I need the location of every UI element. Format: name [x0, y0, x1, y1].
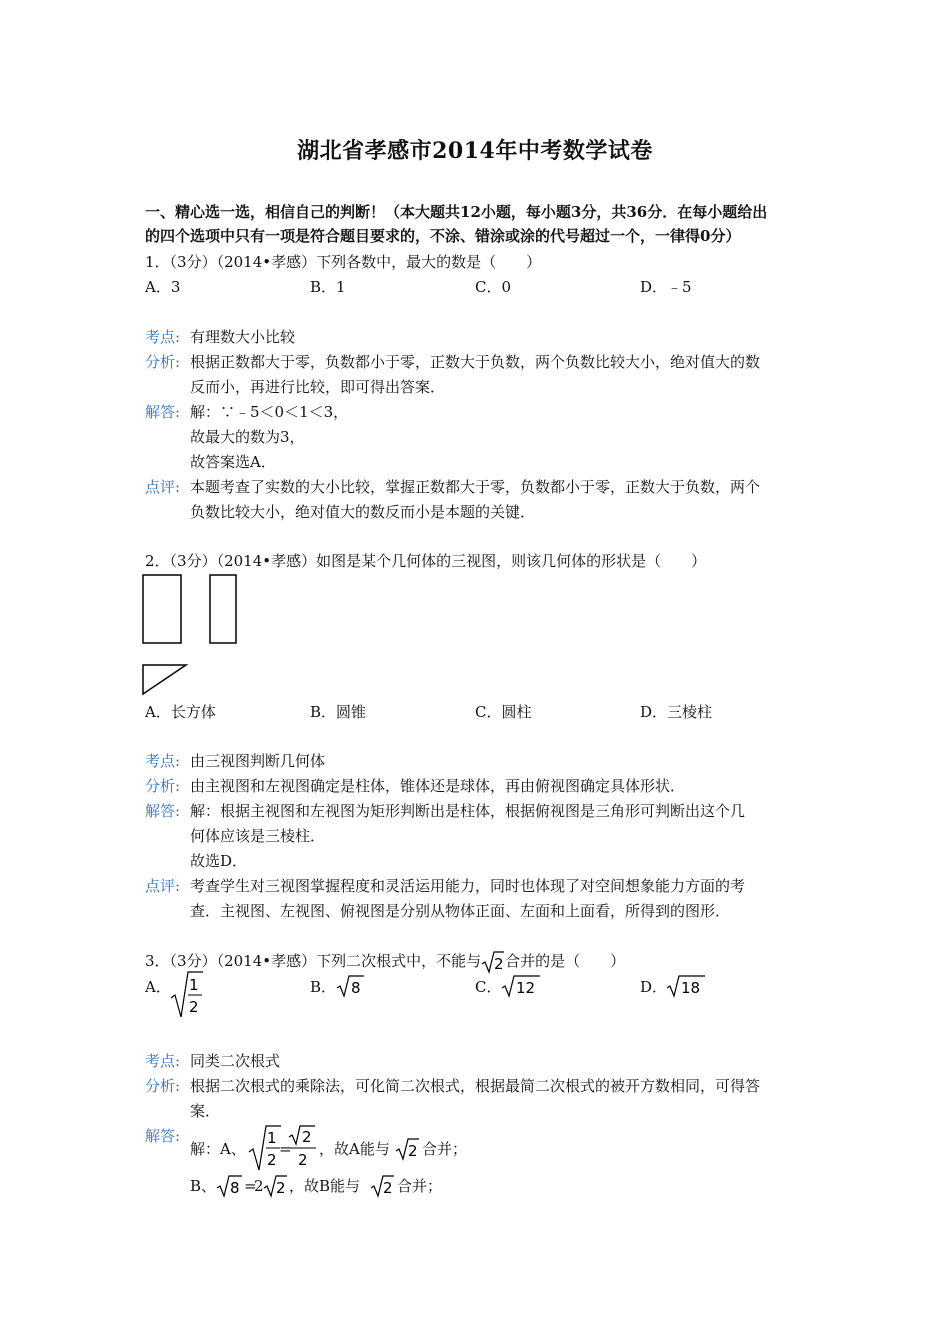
svg-text:2: 2 [276, 1179, 286, 1197]
svg-text:2: 2 [494, 955, 504, 973]
q3-stem-before: 3．（3分）（2014•孝感）下列二次根式中，不能与 [145, 952, 482, 970]
svg-text:1: 1 [189, 976, 199, 994]
q1-fenxi-label: 分析: [145, 353, 181, 371]
q2-stem: 2．（3分）（2014•孝感）如图是某个几何体的三视图，则该几何体的形状是（ ） [145, 552, 707, 570]
q2-kaodian: 由三视图判断几何体 [190, 752, 326, 770]
svg-text:1: 1 [267, 1129, 277, 1147]
svg-text:12: 12 [516, 979, 536, 997]
q1-jieda-line2: 故最大的数为3， [190, 428, 305, 446]
q1-kaodian: 有理数大小比较 [190, 328, 296, 346]
q3-jieda-a-suffix: ，故A能与 [319, 1140, 390, 1158]
q1-dianping-line2: 负数比较大小，绝对值大的数反而小是本题的关键． [190, 503, 536, 521]
svg-text:2: 2 [189, 998, 199, 1016]
jieda-b-sqrt-8 [216, 1174, 244, 1198]
q3-jieda-line-a [190, 1124, 810, 1174]
q2-fenxi-label: 分析: [145, 777, 181, 795]
q2-dianping-line2: 查．主视图、左视图、俯视图是分别从物体正面、左面和上面看，所得到的图形． [190, 902, 731, 920]
q3-stem-after: 合并的是（ ） [505, 952, 626, 970]
svg-text:2: 2 [298, 1151, 308, 1169]
q2-jieda-line3: 故选D． [190, 852, 248, 870]
jieda-a-sqrt2-over-2 [288, 1124, 318, 1172]
q1-option-b: B．1 [310, 278, 346, 296]
q3-option-a-sqrt-half [170, 970, 204, 1020]
q3-jieda-a-prefix: 解：A、 [190, 1140, 246, 1158]
q3-option-b-sqrt-8 [336, 974, 366, 998]
jieda-b-sqrt-2 [263, 1174, 289, 1198]
q1-option-c: C．0 [475, 278, 512, 296]
q3-fenxi-line1: 根据二次根式的乘除法，可化简二次根式，根据最简二次根式的被开方数相同，可得答 [190, 1077, 761, 1095]
q2-jieda-label: 解答: [145, 802, 181, 820]
q1-fenxi-line1: 根据正数都大于零，负数都小于零，正数大于负数，两个负数比较大小，绝对值大的数 [190, 353, 761, 371]
q3-jieda-a-end: 合并； [422, 1140, 468, 1158]
q3-option-d-sqrt-18 [666, 974, 706, 998]
q2-option-b: B．圆锥 [310, 703, 367, 721]
svg-text:8: 8 [230, 1179, 240, 1197]
q2-dianping-label: 点评: [145, 877, 181, 895]
q2-option-a: A．长方体 [145, 703, 216, 721]
front-view-rect [143, 575, 181, 643]
q2-option-c: C．圆柱 [475, 703, 532, 721]
jieda-a-sqrt-2 [395, 1137, 421, 1161]
three-view-figure [140, 572, 250, 702]
svg-text:2: 2 [408, 1142, 418, 1160]
svg-text:2: 2 [267, 1151, 277, 1169]
sqrt-2-stem [481, 950, 505, 974]
q3-jieda-label: 解答: [145, 1127, 181, 1145]
q3-option-d-label: D． [640, 978, 668, 996]
q1-dianping-label: 点评: [145, 478, 181, 496]
jieda-b-sqrt-2-second [370, 1174, 396, 1198]
q2-jieda-line2: 何体应该是三棱柱． [190, 827, 326, 845]
q3-jieda-b-end: 合并； [397, 1177, 443, 1195]
q3-jieda-line-b [190, 1174, 810, 1200]
top-view-triangle [143, 665, 186, 694]
q2-jieda-line1: 解：根据主视图和左视图为矩形判断出是柱体，根据俯视图是三角形可判断出这个几 [190, 802, 746, 820]
q2-dianping-line1: 考查学生对三视图掌握程度和灵活运用能力，同时也体现了对空间想象能力方面的考 [190, 877, 746, 895]
q1-stem: 1．（3分）（2014•孝感）下列各数中，最大的数是（ ） [145, 253, 542, 271]
page-title: 湖北省孝感市2014年中考数学试卷 [297, 138, 653, 164]
q3-option-a-label: A． [145, 978, 171, 996]
q2-option-d: D．三棱柱 [640, 703, 713, 721]
jieda-a-sqrt-half [248, 1124, 282, 1172]
svg-text:18: 18 [681, 979, 701, 997]
q1-fenxi-line2: 反而小，再进行比较，即可得出答案． [190, 378, 446, 396]
q1-option-d: D．﹣5 [640, 278, 692, 296]
q1-option-a: A．3 [145, 278, 181, 296]
q3-kaodian-label: 考点: [145, 1052, 181, 1070]
q3-fenxi-label: 分析: [145, 1077, 181, 1095]
q1-kaodian-label: 考点: [145, 328, 181, 346]
q3-jieda-b-prefix: B、 [190, 1177, 217, 1195]
q3-stem [145, 950, 813, 974]
q1-dianping-line1: 本题考查了实数的大小比较，掌握正数都大于零，负数都小于零，正数大于负数，两个 [190, 478, 761, 496]
side-view-rect [210, 575, 236, 643]
jieda-b-coef: 2 [254, 1177, 264, 1195]
q3-fenxi-line2: 案． [190, 1102, 221, 1120]
q3-option-b-label: B． [310, 978, 337, 996]
section-heading-line1: 一、精心选一选，相信自己的判断！（本大题共12小题，每小题3分，共36分．在每小题给出 [145, 203, 768, 221]
q2-kaodian-label: 考点: [145, 752, 181, 770]
jieda-a-equals: = [279, 1140, 292, 1158]
q3-jieda-b-suffix: ，故B能与 [289, 1177, 361, 1195]
q3-kaodian: 同类二次根式 [190, 1052, 281, 1070]
q3-option-c-label: C． [475, 978, 502, 996]
svg-text:2: 2 [383, 1179, 393, 1197]
q1-jieda-line3: 故答案选A． [190, 453, 276, 471]
q2-fenxi: 由主视图和左视图确定是柱体，锥体还是球体，再由俯视图确定具体形状． [190, 777, 686, 795]
q3-option-c-sqrt-12 [501, 974, 541, 998]
q1-jieda-line1: 解：∵﹣5＜0＜1＜3， [190, 403, 349, 421]
jieda-b-equals: = [244, 1177, 257, 1195]
svg-text:2: 2 [302, 1128, 312, 1146]
svg-text:8: 8 [351, 979, 361, 997]
section-heading-line2: 的四个选项中只有一项是符合题目要求的，不涂、错涂或涂的代号超过一个，一律得0分） [145, 227, 741, 245]
q1-jieda-label: 解答: [145, 403, 181, 421]
